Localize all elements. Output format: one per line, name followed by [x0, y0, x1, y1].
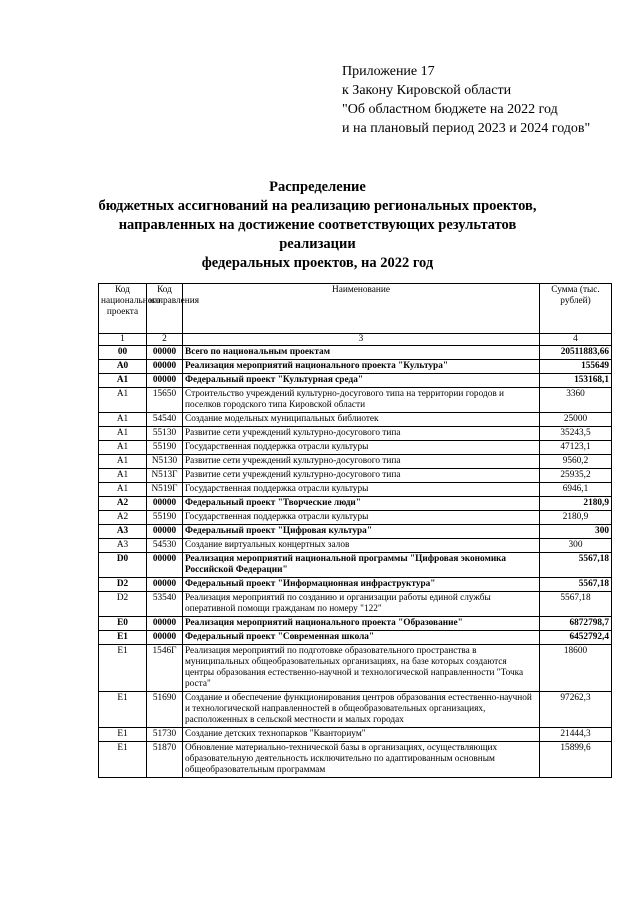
- table-row: [99, 511, 612, 525]
- code-direction-cell: N519Г: [147, 483, 183, 497]
- code-project-cell: D0: [99, 553, 147, 578]
- code-direction-cell: 1546Г: [147, 645, 183, 692]
- code-direction-cell: 00000: [147, 631, 183, 645]
- name-cell: Реализация мероприятий по созданию и организации работы единой службы оперативной помощи гражданам по номеру "122": [183, 592, 540, 617]
- sum-cell: 5567,18: [540, 592, 612, 617]
- name-cell: Федеральный проект "Цифровая культура": [183, 525, 540, 539]
- name-cell: Федеральный проект "Культурная среда": [183, 374, 540, 388]
- code-project-cell: А1: [99, 388, 147, 413]
- code-direction-cell: 00000: [147, 374, 183, 388]
- sum-cell: 300: [540, 525, 612, 539]
- sum-cell: 3360: [540, 388, 612, 413]
- appendix-header: [342, 62, 590, 138]
- table-row: [99, 578, 612, 592]
- column-number: 2: [147, 334, 183, 346]
- table-row: [99, 592, 612, 617]
- sum-cell: 21444,3: [540, 728, 612, 742]
- code-direction-cell: 51730: [147, 728, 183, 742]
- name-cell: Создание виртуальных концертных залов: [183, 539, 540, 553]
- name-cell: Всего по национальным проектам: [183, 346, 540, 360]
- code-project-cell: А3: [99, 539, 147, 553]
- code-direction-cell: 55190: [147, 511, 183, 525]
- sum-cell: 97262,3: [540, 692, 612, 728]
- sum-cell: 9560,2: [540, 455, 612, 469]
- title-line: направленных на достижение соответствующих результатов реализации: [118, 217, 517, 252]
- code-project-cell: Е1: [99, 645, 147, 692]
- table-row: [99, 497, 612, 511]
- column-number: 1: [99, 334, 147, 346]
- sum-cell: 6872798,7: [540, 617, 612, 631]
- sum-cell: 18600: [540, 645, 612, 692]
- table-row: [99, 455, 612, 469]
- code-direction-cell: 54540: [147, 413, 183, 427]
- code-project-cell: D2: [99, 592, 147, 617]
- table-row: [99, 441, 612, 455]
- sum-cell: 47123,1: [540, 441, 612, 455]
- table-row: [99, 346, 612, 360]
- table-row: [99, 427, 612, 441]
- budget-table: [98, 283, 612, 778]
- code-direction-cell: 51690: [147, 692, 183, 728]
- appendix-line: "Об областном бюджете на 2022 год: [342, 102, 558, 117]
- code-direction-cell: 54530: [147, 539, 183, 553]
- code-direction-cell: 00000: [147, 360, 183, 374]
- name-cell: Федеральный проект "Информационная инфраструктура": [183, 578, 540, 592]
- sum-cell: 5567,18: [540, 553, 612, 578]
- code-direction-cell: N5130: [147, 455, 183, 469]
- name-cell: Государственная поддержка отрасли культуры: [183, 511, 540, 525]
- code-direction-cell: 53540: [147, 592, 183, 617]
- table-body: [99, 346, 612, 778]
- code-direction-cell: 00000: [147, 497, 183, 511]
- header-code-project: Код национального проекта: [99, 284, 147, 334]
- sum-cell: 20511883,66: [540, 346, 612, 360]
- name-cell: Развитие сети учреждений культурно-досугового типа: [183, 427, 540, 441]
- table-row: [99, 469, 612, 483]
- title-line: бюджетных ассигнований на реализацию региональных проектов,: [98, 198, 537, 214]
- name-cell: Строительство учреждений культурно-досугового типа на территории городов и поселков городского типа Кировской области: [183, 388, 540, 413]
- sum-cell: 15899,6: [540, 742, 612, 778]
- name-cell: Реализация мероприятий национального проекта "Культура": [183, 360, 540, 374]
- code-project-cell: 00: [99, 346, 147, 360]
- table-row: [99, 728, 612, 742]
- name-cell: Реализация мероприятий национального проекта "Образование": [183, 617, 540, 631]
- name-cell: Федеральный проект "Творческие люди": [183, 497, 540, 511]
- name-cell: Создание детских технопарков "Кванториум": [183, 728, 540, 742]
- sum-cell: 153168,1: [540, 374, 612, 388]
- table-row: [99, 617, 612, 631]
- name-cell: Развитие сети учреждений культурно-досугового типа: [183, 455, 540, 469]
- code-project-cell: А1: [99, 483, 147, 497]
- sum-cell: 300: [540, 539, 612, 553]
- sum-cell: 2180,9: [540, 511, 612, 525]
- code-project-cell: А1: [99, 455, 147, 469]
- sum-cell: 155649: [540, 360, 612, 374]
- code-project-cell: Е1: [99, 728, 147, 742]
- code-project-cell: Е0: [99, 617, 147, 631]
- table-row: [99, 525, 612, 539]
- code-direction-cell: 00000: [147, 525, 183, 539]
- column-number: 4: [540, 334, 612, 346]
- table-row: [99, 539, 612, 553]
- code-direction-cell: 55130: [147, 427, 183, 441]
- table-row: [99, 388, 612, 413]
- code-direction-cell: 15650: [147, 388, 183, 413]
- sum-cell: 25000: [540, 413, 612, 427]
- document-title: [90, 178, 545, 273]
- code-project-cell: А1: [99, 441, 147, 455]
- name-cell: Реализация мероприятий национальной программы "Цифровая экономика Российской Федерации": [183, 553, 540, 578]
- name-cell: Создание и обеспечение функционирования центров образования естественно-научной и технологической направленностей в общеобразовательных организациях, расположенных в сельской местности и малых городах: [183, 692, 540, 728]
- code-direction-cell: 00000: [147, 346, 183, 360]
- code-project-cell: А2: [99, 511, 147, 525]
- appendix-line: к Закону Кировской области: [342, 83, 512, 98]
- name-cell: Обновление материально-технической базы в организациях, осуществляющих образовательную деятельность исключительно по адаптированным основным общеобразовательным программам: [183, 742, 540, 778]
- name-cell: Создание модельных муниципальных библиотек: [183, 413, 540, 427]
- name-cell: Развитие сети учреждений культурно-досугового типа: [183, 469, 540, 483]
- code-project-cell: D2: [99, 578, 147, 592]
- sum-cell: 25935,2: [540, 469, 612, 483]
- code-direction-cell: N513Г: [147, 469, 183, 483]
- code-direction-cell: 55190: [147, 441, 183, 455]
- header-code-direction: Код направления: [147, 284, 183, 334]
- code-direction-cell: 00000: [147, 617, 183, 631]
- title-line: федеральных проектов, на 2022 год: [201, 255, 434, 271]
- table-row: [99, 413, 612, 427]
- table-row: [99, 631, 612, 645]
- header-name: Наименование: [183, 284, 540, 334]
- header-sum: Сумма (тыс. рублей): [540, 284, 612, 334]
- name-cell: Государственная поддержка отрасли культуры: [183, 483, 540, 497]
- sum-cell: 2180,9: [540, 497, 612, 511]
- table-row: [99, 483, 612, 497]
- code-project-cell: Е1: [99, 692, 147, 728]
- name-cell: Государственная поддержка отрасли культуры: [183, 441, 540, 455]
- table-row: [99, 360, 612, 374]
- code-direction-cell: 00000: [147, 578, 183, 592]
- code-project-cell: А1: [99, 427, 147, 441]
- column-number: 3: [183, 334, 540, 346]
- table-row: [99, 692, 612, 728]
- code-project-cell: Е1: [99, 742, 147, 778]
- sum-cell: 6452792,4: [540, 631, 612, 645]
- code-project-cell: А0: [99, 360, 147, 374]
- code-project-cell: Е1: [99, 631, 147, 645]
- code-project-cell: А1: [99, 374, 147, 388]
- title-line: Распределение: [269, 179, 366, 195]
- table-row: [99, 374, 612, 388]
- code-direction-cell: 00000: [147, 553, 183, 578]
- appendix-line: Приложение 17: [342, 64, 435, 79]
- name-cell: Реализация мероприятий по подготовке образовательного пространства в муниципальных общеобразовательных организациях, на базе которых создаются центры образования естественно-научной и технологической направленности "Точка роста": [183, 645, 540, 692]
- appendix-line: и на плановый период 2023 и 2024 годов": [342, 121, 591, 136]
- sum-cell: 5567,18: [540, 578, 612, 592]
- name-cell: Федеральный проект "Современная школа": [183, 631, 540, 645]
- code-project-cell: А2: [99, 497, 147, 511]
- code-project-cell: А1: [99, 469, 147, 483]
- code-project-cell: А3: [99, 525, 147, 539]
- table-row: [99, 553, 612, 578]
- table-row: [99, 742, 612, 778]
- code-direction-cell: 51870: [147, 742, 183, 778]
- sum-cell: 35243,5: [540, 427, 612, 441]
- table-row: [99, 645, 612, 692]
- code-project-cell: А1: [99, 413, 147, 427]
- sum-cell: 6946,1: [540, 483, 612, 497]
